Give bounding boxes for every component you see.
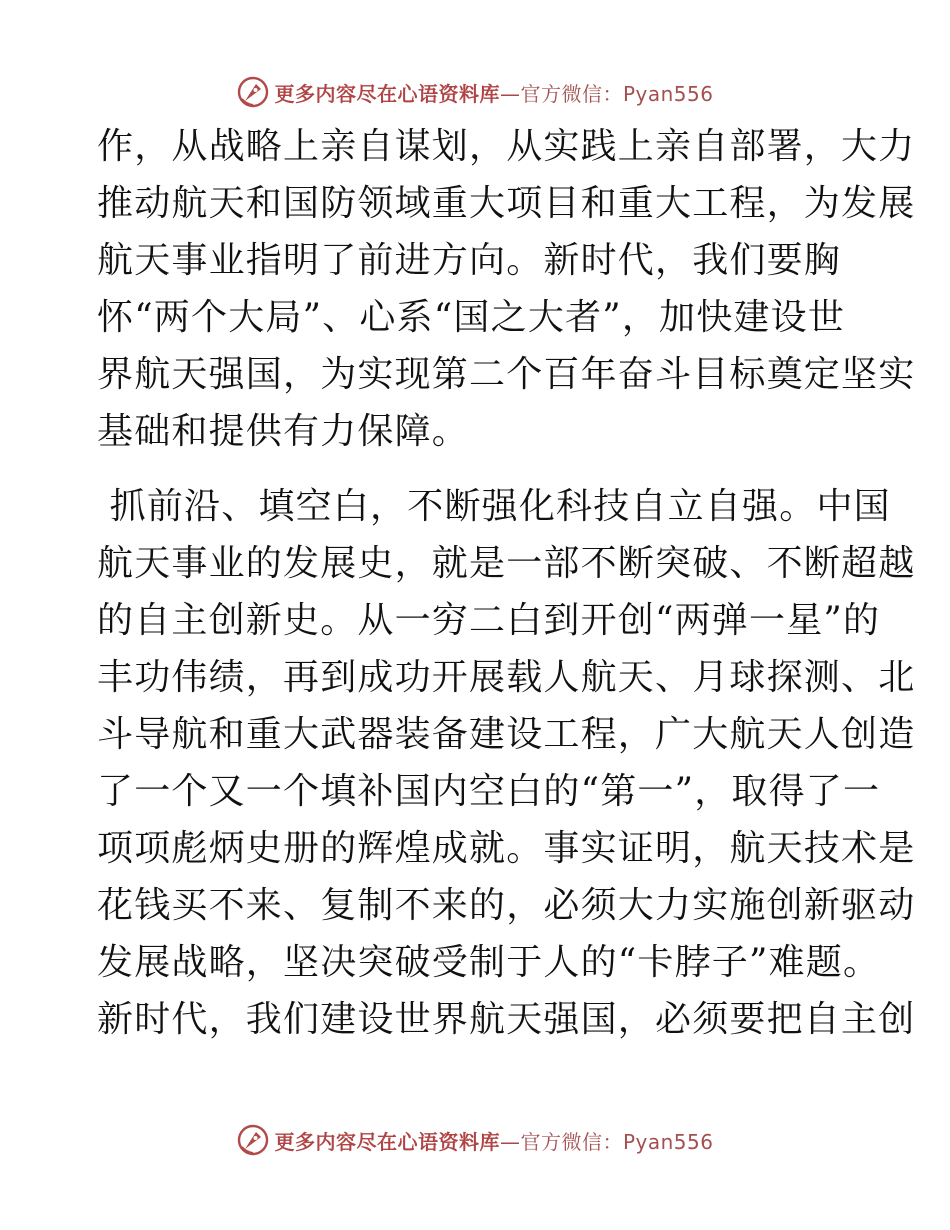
- paragraph-2: [97, 478, 916, 1048]
- text-line: 斗导航和重大武器装备建设工程，广大航天人创造: [97, 714, 916, 755]
- text-line: 了一个又一个填补国内空白的“第一”，取得了一: [97, 771, 881, 812]
- footer-separator: —: [499, 1129, 521, 1154]
- text-line: 的自主创新史。从一穷二白到开创“两弹一星”的: [97, 600, 881, 641]
- header-separator: —: [499, 81, 521, 106]
- text-line: 航天事业的发展史，就是一部不断突破、不断超越: [97, 543, 916, 584]
- text-line: 怀“两个大局”、心系“国之大者”，加快建设世: [97, 297, 846, 338]
- footer-brand: 更多内容尽在心语资料库: [274, 1129, 500, 1154]
- header-wechat: 官方微信：Pyan556: [520, 81, 714, 106]
- text-line: 抓前沿、填空白，不断强化科技自立自强。中国: [97, 486, 891, 527]
- text-line: 项项彪炳史册的辉煌成就。事实证明，航天技术是: [97, 828, 916, 869]
- document-body: [97, 118, 916, 1048]
- text-line: 作，从战略上亲自谋划，从实践上亲自部署，大力: [97, 126, 916, 167]
- text-line: 花钱买不来、复制不来的，必须大力实施创新驱动: [97, 885, 916, 926]
- text-line: 推动航天和国防领域重大项目和重大工程，为发展: [97, 183, 916, 224]
- footer-banner: [0, 1118, 950, 1162]
- text-line: 丰功伟绩，再到成功开展载人航天、月球探测、北: [97, 657, 916, 698]
- header-banner: [0, 70, 950, 114]
- paragraph-1: [97, 118, 916, 460]
- pen-nib-circle-icon: [236, 75, 270, 109]
- text-line: 发展战略，坚决突破受制于人的“卡脖子”难题。: [97, 942, 881, 983]
- text-line: 基础和提供有力保障。: [97, 411, 470, 452]
- header-banner-text: [274, 78, 713, 107]
- footer-wechat: 官方微信：Pyan556: [520, 1129, 714, 1154]
- header-brand: 更多内容尽在心语资料库: [274, 81, 500, 106]
- text-line: 界航天强国，为实现第二个百年奋斗目标奠定坚实: [97, 354, 916, 395]
- text-line: 航天事业指明了前进方向。新时代，我们要胸: [97, 240, 842, 281]
- pen-nib-circle-icon: [236, 1123, 270, 1157]
- text-line: 新时代，我们建设世界航天强国，必须要把自主创: [97, 999, 916, 1040]
- footer-banner-text: [274, 1126, 713, 1155]
